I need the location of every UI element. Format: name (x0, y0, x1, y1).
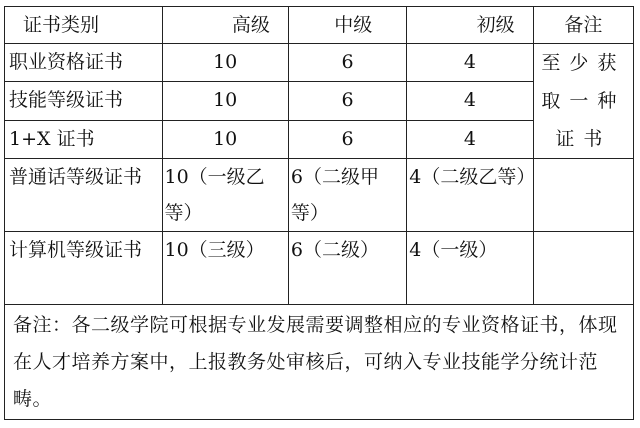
row-mid-value: 6 (288, 120, 406, 158)
footer-note: 备注：各二级学院可根据专业发展需要调整相应的专业资格证书，体现在人才培养方案中，上报教务处审核后，可纳入专业技能学分统计范畴。 (5, 305, 634, 420)
row-category: 技能等级证书 (5, 82, 163, 120)
row-high-value: 10 (162, 120, 288, 158)
footer-note-row (5, 305, 634, 420)
row-mid-value: 6 (288, 44, 406, 82)
table-header-row (5, 7, 634, 44)
row-high-value: 10 (162, 82, 288, 120)
row-category: 1+X 证书 (5, 120, 163, 158)
row-low-value: 4（二级乙等） (407, 159, 533, 232)
table-row (5, 232, 634, 305)
row-low-value: 4 (407, 44, 533, 82)
empty-note-cell (533, 232, 633, 305)
header-high-level: 高级 (162, 7, 288, 44)
table-row (5, 44, 634, 82)
row-category: 计算机等级证书 (5, 232, 163, 305)
header-mid-level: 中级 (288, 7, 406, 44)
row-mid-value: 6 (288, 82, 406, 120)
row-high-value: 10（一级乙等） (162, 159, 288, 232)
header-category: 证书类别 (5, 7, 163, 44)
row-low-value: 4（一级） (407, 232, 533, 305)
empty-note-cell (533, 159, 633, 232)
row-high-value: 10 (162, 44, 288, 82)
row-category: 普通话等级证书 (5, 159, 163, 232)
row-mid-value: 6（二级） (288, 232, 406, 305)
row-category: 职业资格证书 (5, 44, 163, 82)
header-note: 备注 (533, 7, 633, 44)
row-low-value: 4 (407, 82, 533, 120)
header-low-level: 初级 (407, 7, 533, 44)
merged-note-cell: 至少获取一种证书 (533, 44, 633, 159)
table-row (5, 159, 634, 232)
row-low-value: 4 (407, 120, 533, 158)
certificate-credit-table (4, 6, 634, 420)
row-mid-value: 6（二级甲等） (288, 159, 406, 232)
row-high-value: 10（三级） (162, 232, 288, 305)
